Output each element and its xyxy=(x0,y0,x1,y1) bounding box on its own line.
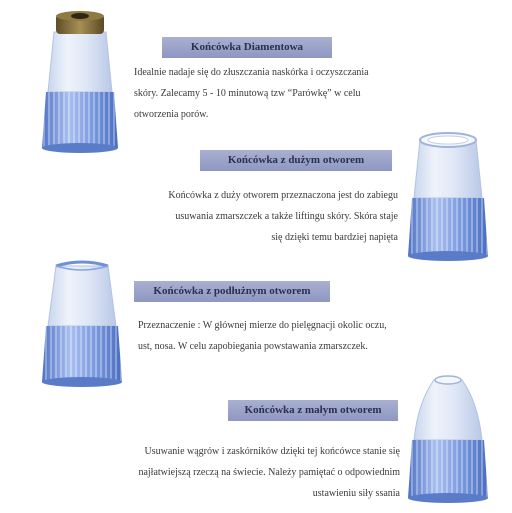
section-3-description xyxy=(138,315,387,357)
section-1-line-1: Idealnie nadaje się do złuszczania naskórka i oczyszczania xyxy=(134,67,369,78)
large-hole-tip-icon xyxy=(400,128,496,266)
section-3-line-2: ust, nosa. W celu zapobiegania powstawania zmarszczek. xyxy=(138,341,368,352)
section-4-line-1: Usuwanie wągrów i zaskórników dzięki tej końcówce stanie się xyxy=(144,446,400,457)
section-1-line-2: skóry. Zalecamy 5 - 10 minutową tzw “Parówkę” w celu xyxy=(134,88,361,99)
small-hole-tip-icon xyxy=(400,372,496,508)
section-4-title: Końcówka z małym otworem xyxy=(228,400,398,421)
section-4-line-2: najłatwiejszą rzeczą na świecie. Należy pamiętać o odpowiednim xyxy=(138,467,400,478)
diamond-tip-icon xyxy=(32,10,128,160)
section-2-line-2: usuwania zmarszczek a także liftingu skóry. Skóra staje xyxy=(175,211,398,222)
section-3-line-1: Przeznaczenie : W głównej mierze do pielęgnacji okolic oczu, xyxy=(138,320,387,331)
section-2-description xyxy=(90,185,398,248)
section-4-line-3: ustawieniu siły ssania xyxy=(312,488,400,499)
section-3-title: Końcówka z podłużnym otworem xyxy=(134,281,330,302)
section-2-line-3: się dzięki temu bardziej napięta xyxy=(271,232,398,243)
section-4-description xyxy=(60,441,400,504)
section-2-title: Końcówka z dużym otworem xyxy=(200,150,392,171)
oblong-hole-tip-icon xyxy=(34,256,130,394)
section-1-description xyxy=(134,62,369,125)
section-2-line-1: Końcówka z duży otworem przeznaczona jest do zabiegu xyxy=(168,190,398,201)
section-1-line-3: otworzenia porów. xyxy=(134,109,209,120)
section-1-title: Końcówka Diamentowa xyxy=(162,37,332,58)
